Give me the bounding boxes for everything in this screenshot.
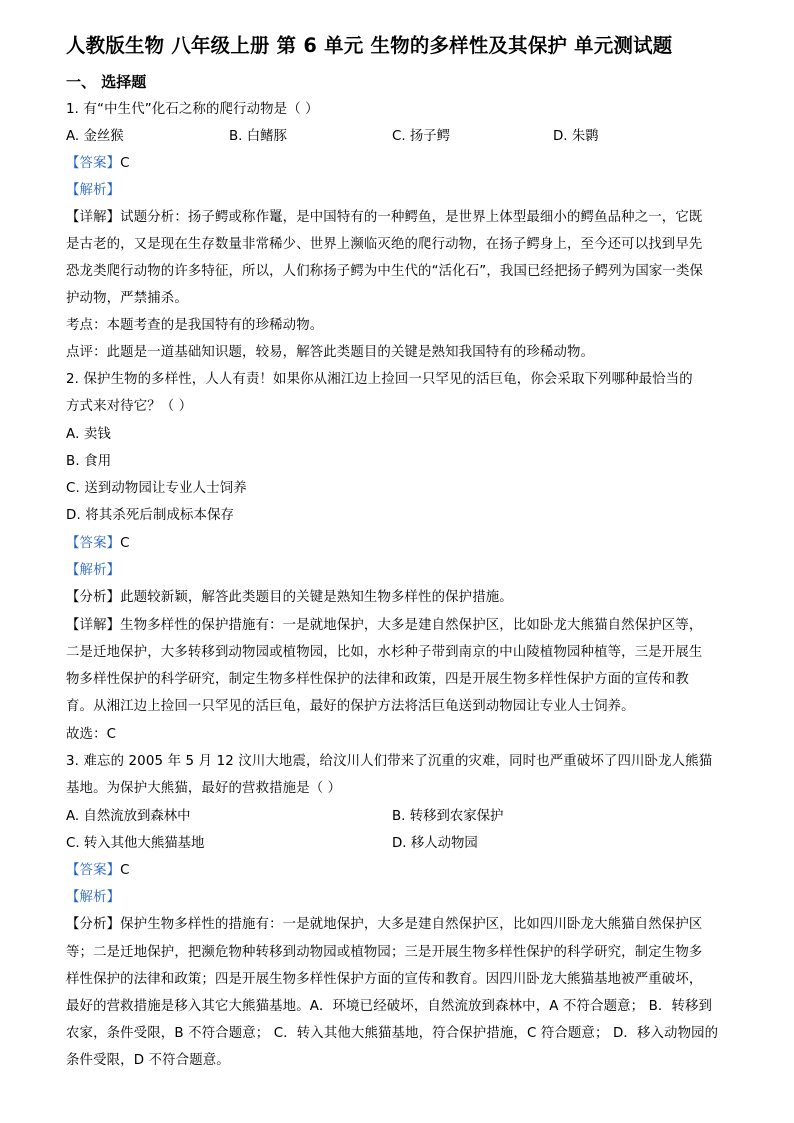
q3-option-c: C. 转入其他大熊猫基地 <box>66 836 205 851</box>
answer-value: C <box>120 863 130 878</box>
q1-kaodian: 考点：本题考查的是我国特有的珍稀动物。 <box>66 318 324 333</box>
answer-tag: 【答案】 <box>66 863 121 878</box>
fenxi-text: 此题较新颖，解答此类题目的关键是熟知生物多样性的保护措施。 <box>120 590 513 605</box>
q2-option-d: D. 将其杀死后制成标本保存 <box>66 508 235 523</box>
q2-detail-line-3: 物多样性保护的科学研究，制定生物多样性保护的法律和政策，四是开展生物多样性保护方面的宣传和教 <box>66 672 689 687</box>
q1-option-d: D. 朱鹮 <box>553 129 599 144</box>
q1-detail-line-1 <box>66 209 702 226</box>
fenxi-tag: 【分析】 <box>66 590 121 605</box>
detail-text: 生物多样性的保护措施有：一是就地保护，大多是建自然保护区，比如卧龙大熊猫自然保护区等， <box>120 618 703 633</box>
q3-fenxi-line-3: 样性保护的法律和政策；四是开展生物多样性保护方面的宣传和教育。因四川卧龙大熊猫基地被严重破坏， <box>66 972 703 987</box>
detail-tag: 【详解】 <box>66 618 121 633</box>
q3-analysis-tag: 【解析】 <box>66 890 121 905</box>
q1-option-a: A. 金丝猴 <box>66 129 124 144</box>
q2-option-c: C. 送到动物园让专业人士饲养 <box>66 481 247 496</box>
q3-fenxi-line-2: 等；二是迁地保护，把濒危物种转移到动物园或植物园；三是开展生物多样性保护的科学研究，制定生物多 <box>66 945 703 960</box>
q3-option-b: B. 转移到农家保护 <box>392 809 504 824</box>
q2-fenxi <box>66 589 513 606</box>
q3-fenxi-line-1 <box>66 916 702 933</box>
answer-value: C <box>120 536 130 551</box>
q1-analysis-tag: 【解析】 <box>66 183 121 198</box>
q1-detail-line-3: 恐龙类爬行动物的许多特征，所以，人们称扬子鳄为中生代的“活化石”，我国已经把扬子鳄列为国家一类保 <box>66 264 704 279</box>
answer-tag: 【答案】 <box>66 156 121 171</box>
q2-option-b: B. 食用 <box>66 454 112 469</box>
q3-fenxi-line-6: 条件受限，D 不符合题意。 <box>66 1053 230 1068</box>
q3-option-a: A. 自然流放到森林中 <box>66 809 191 824</box>
q2-answer <box>66 535 130 552</box>
answer-tag: 【答案】 <box>66 536 121 551</box>
fenxi-tag: 【分析】 <box>66 917 121 932</box>
q3-fenxi-line-5: 农家，条件受限，B 不符合题意； C．转入其他大熊猫基地，符合保护措施，C 符合题意； D．移入动物园的 <box>66 1026 719 1041</box>
fenxi-text: 保护生物多样性的措施有：一是就地保护，大多是建自然保护区，比如四川卧龙大熊猫自然保护区 <box>120 917 703 932</box>
question-1-stem: 1. 有“中生代”化石之称的爬行动物是（ ） <box>66 102 319 117</box>
q2-detail-line-1 <box>66 617 702 634</box>
question-2-stem-line-2: 方式来对待它？（ ） <box>66 399 193 414</box>
q1-detail-line-4: 护动物，严禁捕杀。 <box>66 291 188 306</box>
q2-detail-line-2: 二是迁地保护，大多转移到动物园或植物园，比如，水杉种子带到南京的中山陵植物园种植等，三是开展生 <box>66 645 703 660</box>
q1-option-b: B. 白鳍豚 <box>229 129 287 144</box>
q1-answer <box>66 155 130 172</box>
section-heading: 一、 选择题 <box>66 73 147 91</box>
q2-option-a: A. 卖钱 <box>66 427 111 442</box>
question-3-stem-line-1: 3. 难忘的 2005 年 5 月 12 汶川大地震，给汶川人们带来了沉重的灾难，同时也严重破坏了四川卧龙人熊猫 <box>66 754 713 769</box>
q2-analysis-tag: 【解析】 <box>66 563 121 578</box>
q2-conclusion: 故选：C <box>66 727 117 742</box>
question-3-stem-line-2: 基地。为保护大熊猫，最好的营救措施是（ ） <box>66 781 342 796</box>
detail-text: 试题分析：扬子鳄或称作鼍，是中国特有的一种鳄鱼，是世界上体型最细小的鳄鱼品种之一，它既 <box>120 210 703 225</box>
page-title: 人教版生物 八年级上册 第 6 单元 生物的多样性及其保护 单元测试题 <box>66 34 673 57</box>
q2-detail-line-4: 育。从湘江边上捡回一只罕见的活巨龟，最好的保护方法将活巨龟送到动物园让专业人士饲养。 <box>66 699 635 714</box>
q1-dianping: 点评：此题是一道基础知识题，较易，解答此类题目的关键是熟知我国特有的珍稀动物。 <box>66 345 595 360</box>
question-2-stem-line-1: 2. 保护生物的多样性，人人有责！如果你从湘江边上捡回一只罕见的活巨龟，你会采取下列哪种最恰当的 <box>66 372 693 387</box>
q3-option-d: D. 移人动物园 <box>392 836 478 851</box>
q3-fenxi-line-4: 最好的营救措施是移入其它大熊猫基地。A．环境已经破坏，自然流放到森林中，A 不符合题意； B．转移到 <box>66 999 713 1014</box>
q1-detail-line-2: 是古老的，又是现在生存数量非常稀少、世界上濒临灭绝的爬行动物，在扬子鳄身上，至今还可以找到早先 <box>66 237 703 252</box>
q1-option-c: C. 扬子鳄 <box>392 129 451 144</box>
detail-tag: 【详解】 <box>66 210 121 225</box>
q3-answer <box>66 862 130 879</box>
answer-value: C <box>120 156 130 171</box>
